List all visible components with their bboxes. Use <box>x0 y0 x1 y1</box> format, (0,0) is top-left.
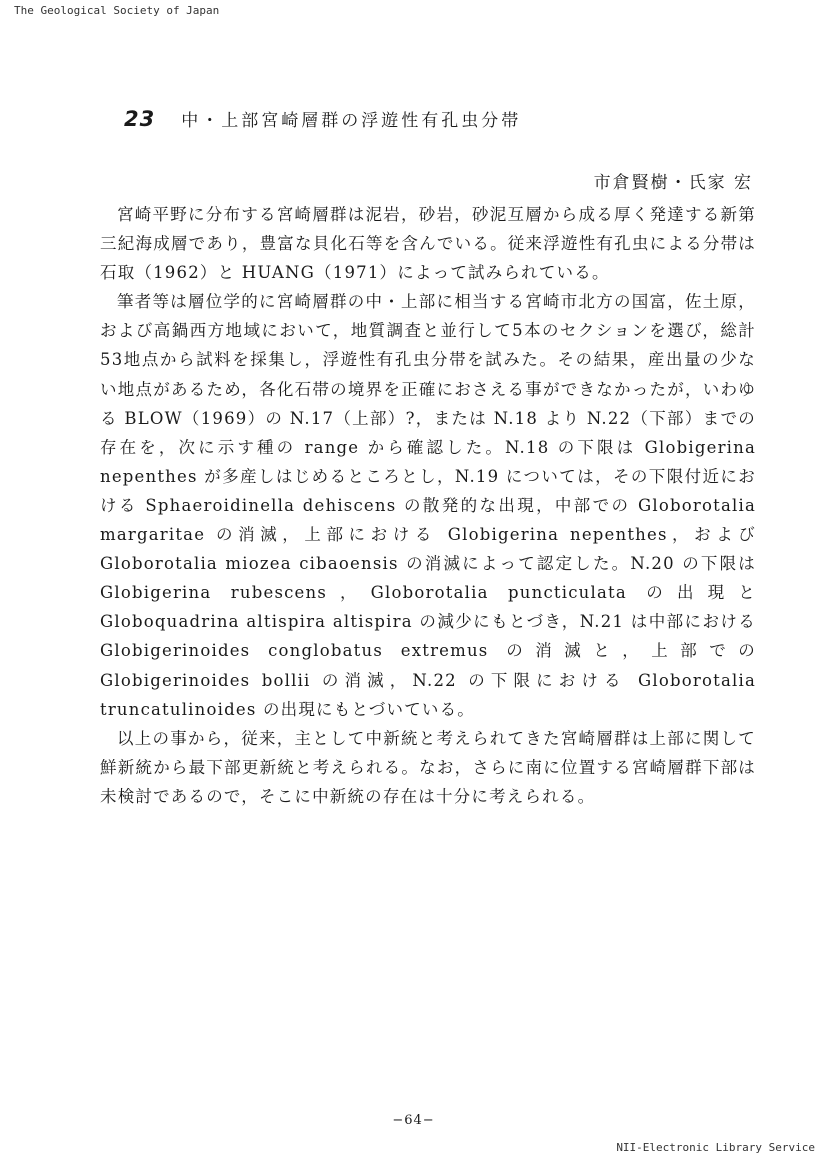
header-society-name: The Geological Society of Japan <box>14 4 220 17</box>
paragraph-methods-results: 筆者等は層位学的に宮崎層群の中・上部に相当する宮崎市北方の国富，佐土原，および高鍋西方地域において，地質調査と並行して5本のセクションを選び，総計53地点から試料を採集し，浮遊性有孔虫分帯を試みた。その結果，産出量の少ない地点があるため，各化石帯の境界を正確におさえる事ができなかったが，いわゆる BLOW（1969）の N.17（上部）?，または N.18 より N.22（下部）までの存在を，次に示す種の range から確認した。N.18 の下限は Globigerina nepenthes が多産しはじめるところとし，N.19 については，その下限付近における Sphaeroidinella dehiscens の散発的な出現，中部での Globorotalia margaritae の消滅，上部における Globigerina nepenthes，および Globorotalia miozea cibaoensis の消滅によって認定した。N.20 の下限は Globigerina rubescens，Globorotalia puncticulata の出現と Globoquadrina altispira altispira の減少にもとづき，N.21 は中部における Globigerinoides conglobatus extremus の消滅と，上部での Globigerinoides bollii の消滅，N.22 の下限における Globorotalia truncatulinoides の出現にもとづいている。 <box>100 292 756 719</box>
abstract-heading <box>124 106 521 131</box>
page-number: −64− <box>392 1113 435 1128</box>
authors: 市倉賢樹・氏家 宏 <box>593 173 753 193</box>
paragraph-conclusion: 以上の事から，従来，主として中新統と考えられてきた宮崎層群は上部に関して鮮新統から最下部更新統と考えられる。なお，さらに南に位置する宮崎層群下部は未検討であるので，そこに中新統の存在は十分に考えられる。 <box>100 728 756 806</box>
abstract-number: 23 <box>124 107 156 131</box>
paragraph-intro: 宮崎平野に分布する宮崎層群は泥岩，砂岩，砂泥互層から成る厚く発達する新第三紀海成層であり，豊富な貝化石等を含んでいる。従来浮遊性有孔虫による分帯は石取（1962）と HUANG（1971）によって試みられている。 <box>100 205 756 283</box>
abstract-title: 中・上部宮崎層群の浮遊性有孔虫分帯 <box>181 111 522 131</box>
abstract-body <box>100 200 756 811</box>
footer-service-name: NII-Electronic Library Service <box>616 1141 815 1154</box>
